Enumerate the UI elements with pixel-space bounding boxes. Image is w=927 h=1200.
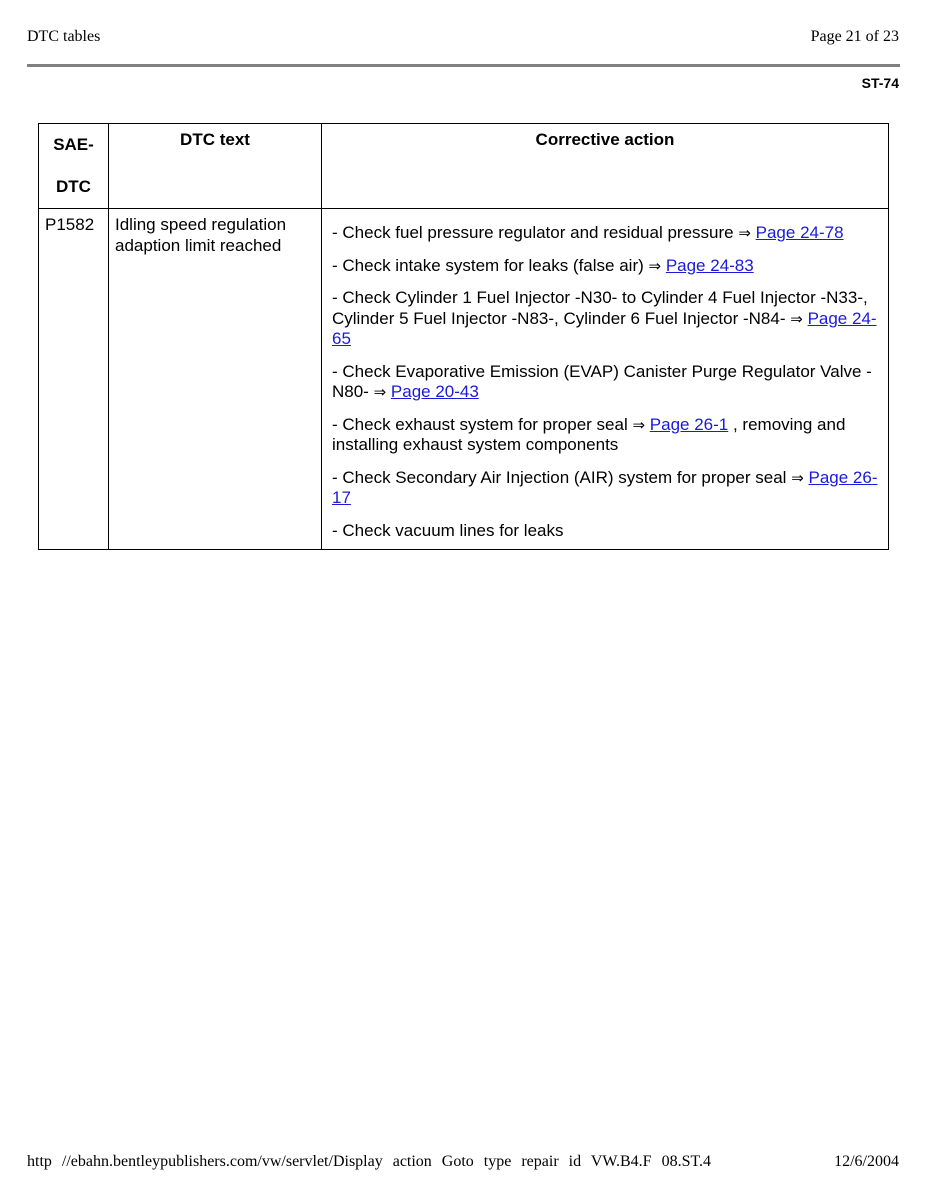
doc-code: ST-74 bbox=[861, 75, 899, 91]
arrow-right-icon: ⇒ bbox=[648, 256, 662, 275]
action-text: - Check fuel pressure regulator and residual pressure bbox=[332, 223, 734, 242]
action-text: - Check vacuum lines for leaks bbox=[332, 520, 564, 540]
page-reference-link[interactable]: Page 26-17 bbox=[332, 467, 878, 507]
corrective-action-item bbox=[332, 288, 878, 350]
arrow-right-icon: ⇒ bbox=[738, 224, 751, 242]
action-text: - Check Secondary Air Injection (AIR) system for proper seal bbox=[332, 467, 787, 487]
arrow-right-icon: ⇒ bbox=[791, 468, 804, 487]
corrective-action-item bbox=[332, 415, 878, 456]
corrective-action-item bbox=[332, 362, 878, 403]
arrow-right-icon: ⇒ bbox=[632, 415, 646, 434]
dtc-table bbox=[38, 123, 889, 550]
page-reference-link[interactable]: Page 24-83 bbox=[665, 255, 754, 275]
footer-date: 12/6/2004 bbox=[834, 1153, 899, 1170]
action-text: - Check Evaporative Emission (EVAP) Canister Purge Regulator Valve -N80- bbox=[332, 361, 872, 401]
page-reference-link[interactable]: Page 26-1 bbox=[649, 414, 729, 434]
page-reference-link[interactable]: Page 20-43 bbox=[390, 382, 479, 401]
col-header-dtc-text: DTC text bbox=[109, 124, 322, 209]
corrective-action-cell bbox=[322, 209, 889, 550]
page-reference-link[interactable]: Page 24-65 bbox=[332, 308, 877, 348]
page-indicator: Page 21 of 23 bbox=[810, 28, 899, 45]
arrow-right-icon: ⇒ bbox=[790, 309, 803, 328]
corrective-action-item bbox=[332, 223, 878, 244]
action-text: - Check exhaust system for proper seal bbox=[332, 414, 628, 434]
dtc-code-cell: P1582 bbox=[39, 209, 109, 550]
header-divider bbox=[27, 64, 900, 67]
col-header-sae-dtc bbox=[39, 124, 109, 209]
footer-url: http //ebahn.bentleypublishers.com/vw/servlet/Display action Goto type repair id VW.B4.F 08.ST.4 bbox=[27, 1153, 712, 1170]
col-header-corrective-action: Corrective action bbox=[322, 124, 889, 209]
table-row bbox=[39, 209, 889, 550]
action-text-continued: , removing and installing exhaust system components bbox=[332, 414, 846, 454]
col-header-sae-line1: SAE- bbox=[53, 135, 94, 154]
corrective-action-item bbox=[332, 256, 878, 277]
section-title: DTC tables bbox=[27, 28, 101, 45]
corrective-action-item bbox=[332, 468, 878, 509]
arrow-right-icon: ⇒ bbox=[373, 383, 387, 401]
col-header-sae-line2: DTC bbox=[56, 177, 91, 196]
table-header-row bbox=[39, 124, 889, 209]
dtc-text-cell: Idling speed regulation adaption limit reached bbox=[109, 209, 322, 550]
corrective-action-list bbox=[332, 223, 878, 541]
page-reference-link[interactable]: Page 24-78 bbox=[755, 223, 844, 242]
action-text: - Check intake system for leaks (false air) bbox=[332, 255, 644, 275]
corrective-action-item bbox=[332, 521, 878, 542]
action-text: - Check Cylinder 1 Fuel Injector -N30- to Cylinder 4 Fuel Injector -N33-, Cylinder 5 Fuel Injector -N83-, Cylinder 6 Fuel Injector -N84- bbox=[332, 288, 868, 328]
